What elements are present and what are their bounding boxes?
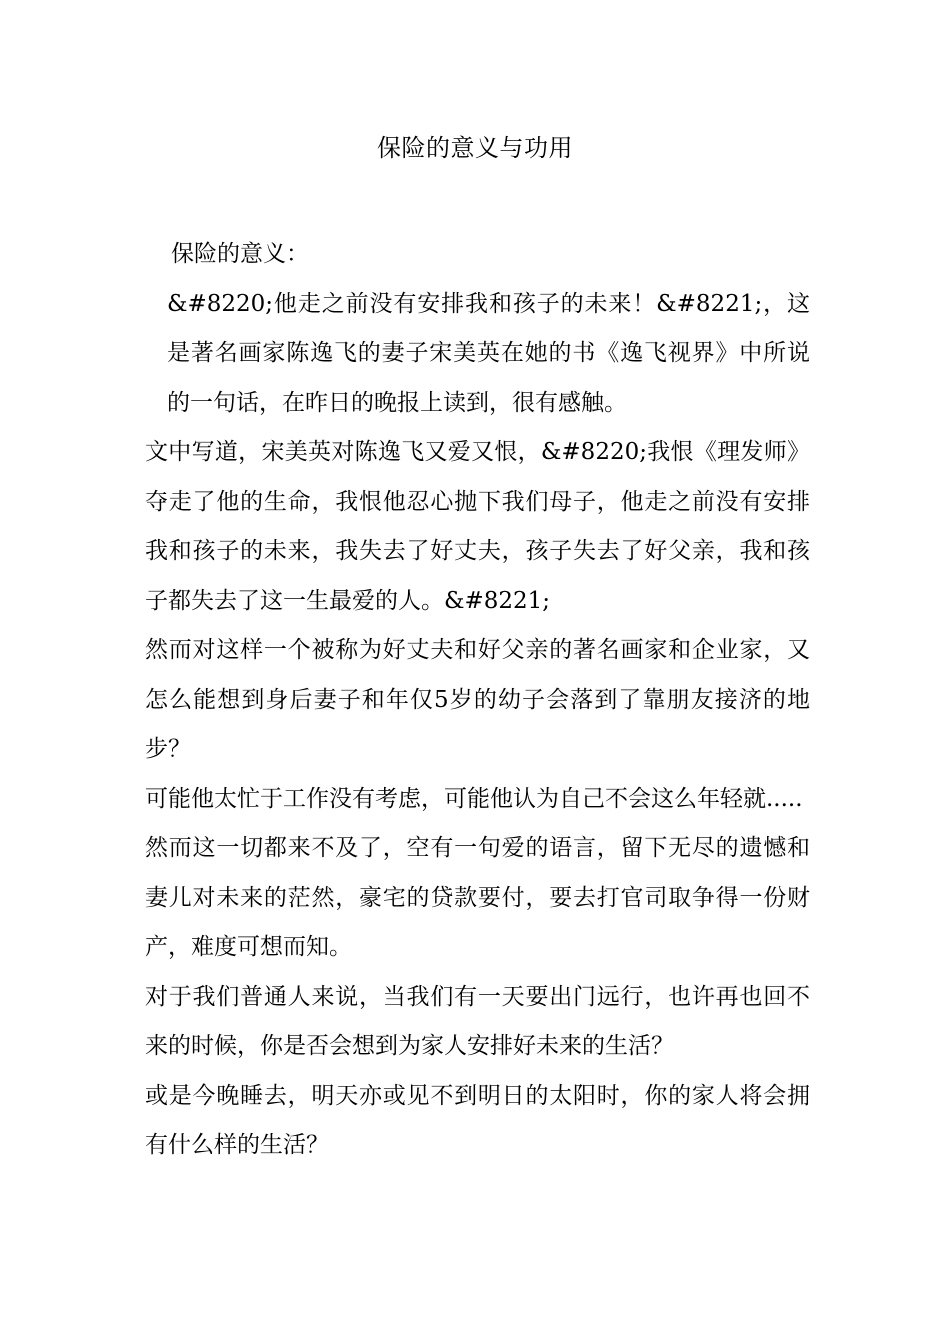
paragraph-5: 然而这一切都来不及了，空有一句爱的语言，留下无尽的遗憾和妻儿对未来的茫然，豪宅的贷款要付，要去打官司取争得一份财产，难度可想而知。 — [145, 835, 810, 960]
paragraph-6: 对于我们普通人来说，当我们有一天要出门远行，也许再也回不来的时候，你是否会想到为家人安排好未来的生活？ — [145, 983, 810, 1059]
paragraph-7: 或是今晚睡去，明天亦或见不到明日的太阳时，你的家人将会拥有什么样的生活？ — [145, 1082, 810, 1158]
paragraph-1: &#8220;他走之前没有安排我和孩子的未来！&#8221;，这是著名画家陈逸飞的妻子宋美英在她的书《逸飞视界》中所说的一句话，在昨日的晚报上读到，很有感触。 — [167, 290, 810, 416]
paragraph-4: 可能他太忙于工作没有考虑，可能他认为自己不会这么年轻就..... — [145, 785, 803, 812]
paragraph-3: 然而对这样一个被称为好丈夫和好父亲的著名画家和企业家，又怎么能想到身后妻子和年仅5岁的幼子会落到了靠朋友接济的地步？ — [145, 637, 810, 762]
document-body — [145, 230, 810, 1171]
document-title: 保险的意义与功用 — [377, 134, 573, 162]
paragraph-2: 文中写道，宋美英对陈逸飞又爱又恨，&#8220;我恨《理发师》夺走了他的生命，我恨他忍心抛下我们母子，他走之前没有安排我和孩子的未来，我失去了好丈夫，孩子失去了好父亲，我和孩子都失去了这一生最爱的人。&#8221; — [145, 439, 810, 614]
section-heading: 保险的意义： — [171, 241, 309, 267]
